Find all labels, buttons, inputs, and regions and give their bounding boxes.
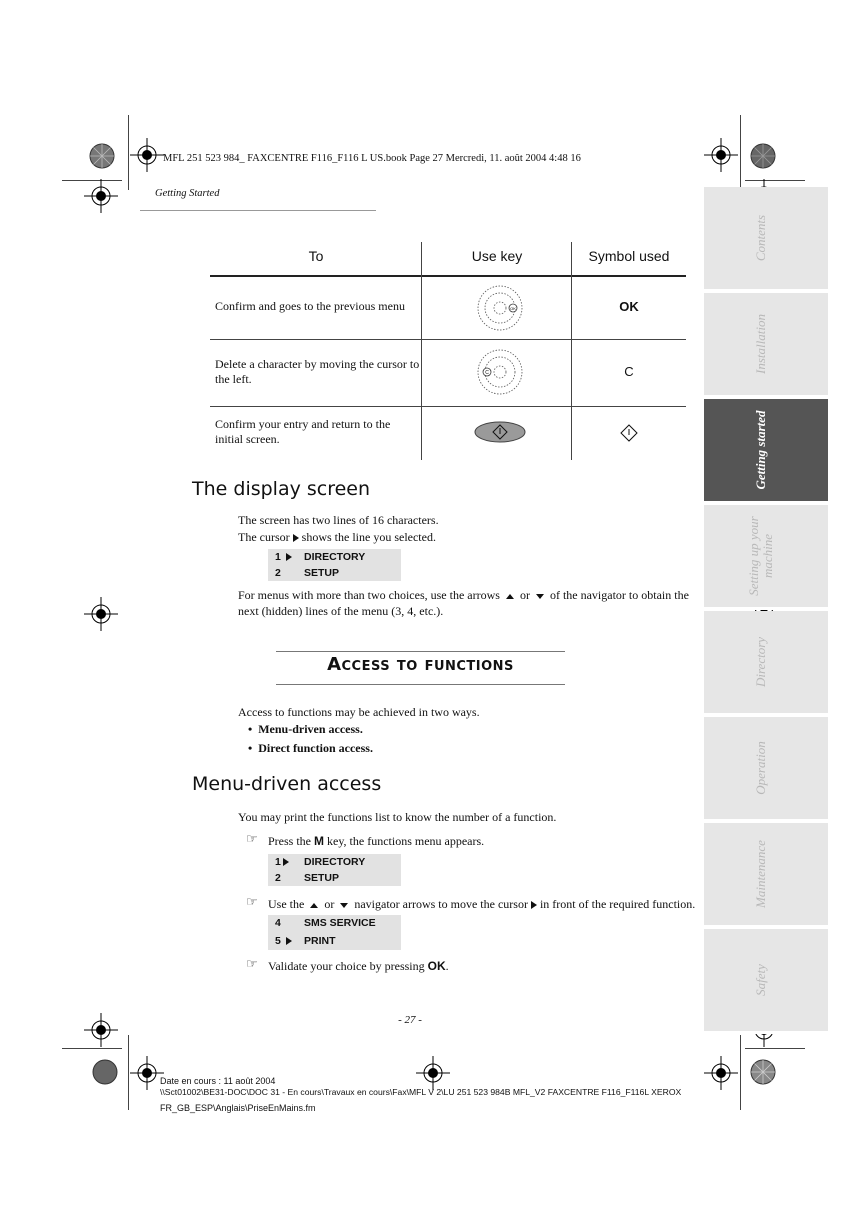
cursor-arrow-icon (283, 858, 289, 866)
registration-mark-icon (84, 179, 118, 213)
tab-getting-started[interactable]: Getting started (704, 399, 828, 504)
list-item: • Direct function access. (248, 741, 373, 755)
cursor-arrow-icon (286, 553, 292, 561)
table-row-2-action: Delete a character by moving the cursor to the left. (215, 357, 420, 386)
table-row-3-action: Confirm your entry and return to the initial screen. (215, 417, 391, 446)
table-rule (210, 339, 686, 340)
paragraph: Access to functions may be achieved in two ways. (238, 705, 480, 719)
paragraph: You may print the functions list to know the number of a function. (238, 810, 557, 824)
lcd-display (268, 915, 401, 950)
registration-mark-icon (704, 138, 738, 172)
lcd-row: 5 PRINT (275, 935, 336, 947)
registration-mark-icon (704, 1056, 738, 1090)
header-rule (140, 210, 376, 211)
table-header-symbol: Symbol used (588, 248, 670, 264)
pointing-hand-icon: ☞ (246, 894, 258, 909)
navigator-c-key-icon (476, 348, 524, 396)
table-rule (210, 275, 686, 277)
table-row-1-symbol: OK (619, 299, 639, 314)
pointing-hand-icon: ☞ (246, 956, 258, 971)
list-item: • Menu-driven access. (248, 722, 363, 736)
color-wheel-icon (750, 143, 776, 169)
lcd-row: 2 SETUP (275, 872, 340, 884)
paragraph: The cursor shows the line you selected. (238, 530, 436, 544)
lcd-row: 1 DIRECTORY (275, 856, 366, 868)
step-2: Use the or navigator arrows to move the cursor in front of the required function. (268, 897, 696, 911)
step-3: Validate your choice by pressing OK. (268, 959, 449, 973)
navigator-ok-key-icon (476, 284, 524, 332)
footer-file: FR_GB_ESP\Anglais\PriseEnMains.fm (160, 1103, 316, 1113)
tab-maintenance[interactable]: Maintenance (704, 823, 828, 928)
section-header: Getting Started (155, 188, 220, 199)
lcd-row: 2 SETUP (275, 567, 340, 579)
registration-mark-icon (84, 597, 118, 631)
tab-installation[interactable]: Installation (704, 293, 828, 398)
svg-text:OK: OK (510, 306, 516, 311)
table-row-1-action: Confirm and goes to the previous menu (215, 299, 405, 313)
paragraph: For menus with more than two choices, use the arrows or of the navigator to obtain the (238, 588, 689, 602)
color-wheel-icon (750, 1059, 776, 1085)
cursor-arrow-icon (531, 901, 537, 909)
color-wheel-icon (92, 1059, 118, 1085)
start-key-icon (474, 420, 526, 444)
book-info-line: MFL 251 523 984_ FAXCENTRE F116_F116 L US.book Page 27 Mercredi, 11. août 2004 4:48 16 (163, 153, 581, 164)
pointing-hand-icon: ☞ (246, 831, 258, 846)
cursor-arrow-icon (293, 534, 299, 542)
arrow-up-icon (310, 903, 318, 908)
crop-line (128, 115, 129, 190)
table-divider (421, 242, 422, 460)
crop-line (745, 1048, 805, 1049)
footer-path: \\Sct01002\BE31-DOC\DOC 31 - En cours\Travaux en cours\Fax\MFL V 2\LU 251 523 984B MFL_V2 FAXCENTRE F116_F116L XEROX (160, 1087, 682, 1097)
tab-contents[interactable]: Contents (704, 187, 828, 292)
table-header-to: To (308, 248, 324, 264)
page-number: - 27 - (398, 1014, 422, 1026)
heading-access-to-functions: Access to functions (327, 654, 514, 675)
heading-menu-driven-access: Menu-driven access (192, 773, 382, 795)
crop-line (740, 115, 741, 190)
table-header-use-key: Use key (471, 248, 523, 264)
lcd-display (268, 549, 401, 581)
lcd-row: 4 SMS SERVICE (275, 917, 376, 929)
arrow-up-icon (506, 594, 514, 599)
tab-safety[interactable]: Safety (704, 929, 828, 1034)
arrow-down-icon (536, 594, 544, 599)
cursor-arrow-icon (286, 937, 292, 945)
crop-line (128, 1035, 129, 1110)
footer-date: Date en cours : 11 août 2004 (160, 1076, 276, 1086)
heading-rule (276, 684, 565, 685)
crop-line (62, 1048, 122, 1049)
lcd-row: 1 DIRECTORY (275, 551, 366, 563)
table-divider (571, 242, 572, 460)
tab-setting-up[interactable]: Setting up your machine (704, 505, 828, 610)
heading-display-screen: The display screen (192, 478, 371, 500)
paragraph: The screen has two lines of 16 characters. (238, 513, 439, 527)
color-wheel-icon (89, 143, 115, 169)
arrow-down-icon (340, 903, 348, 908)
lcd-display (268, 854, 401, 886)
start-symbol-icon (620, 424, 638, 442)
registration-mark-icon (84, 1013, 118, 1047)
registration-mark-icon (130, 138, 164, 172)
registration-mark-icon (416, 1056, 450, 1090)
tab-operation[interactable]: Operation (704, 717, 828, 822)
svg-text:C: C (485, 370, 489, 376)
table-row-2-symbol: C (624, 364, 634, 379)
paragraph: next (hidden) lines of the menu (3, 4, etc.). (238, 604, 444, 618)
registration-mark-icon (130, 1056, 164, 1090)
crop-line (740, 1035, 741, 1110)
tab-directory[interactable]: Directory (704, 611, 828, 716)
step-1: Press the M key, the functions menu appears. (268, 834, 485, 848)
table-rule (210, 406, 686, 407)
heading-rule (276, 651, 565, 652)
